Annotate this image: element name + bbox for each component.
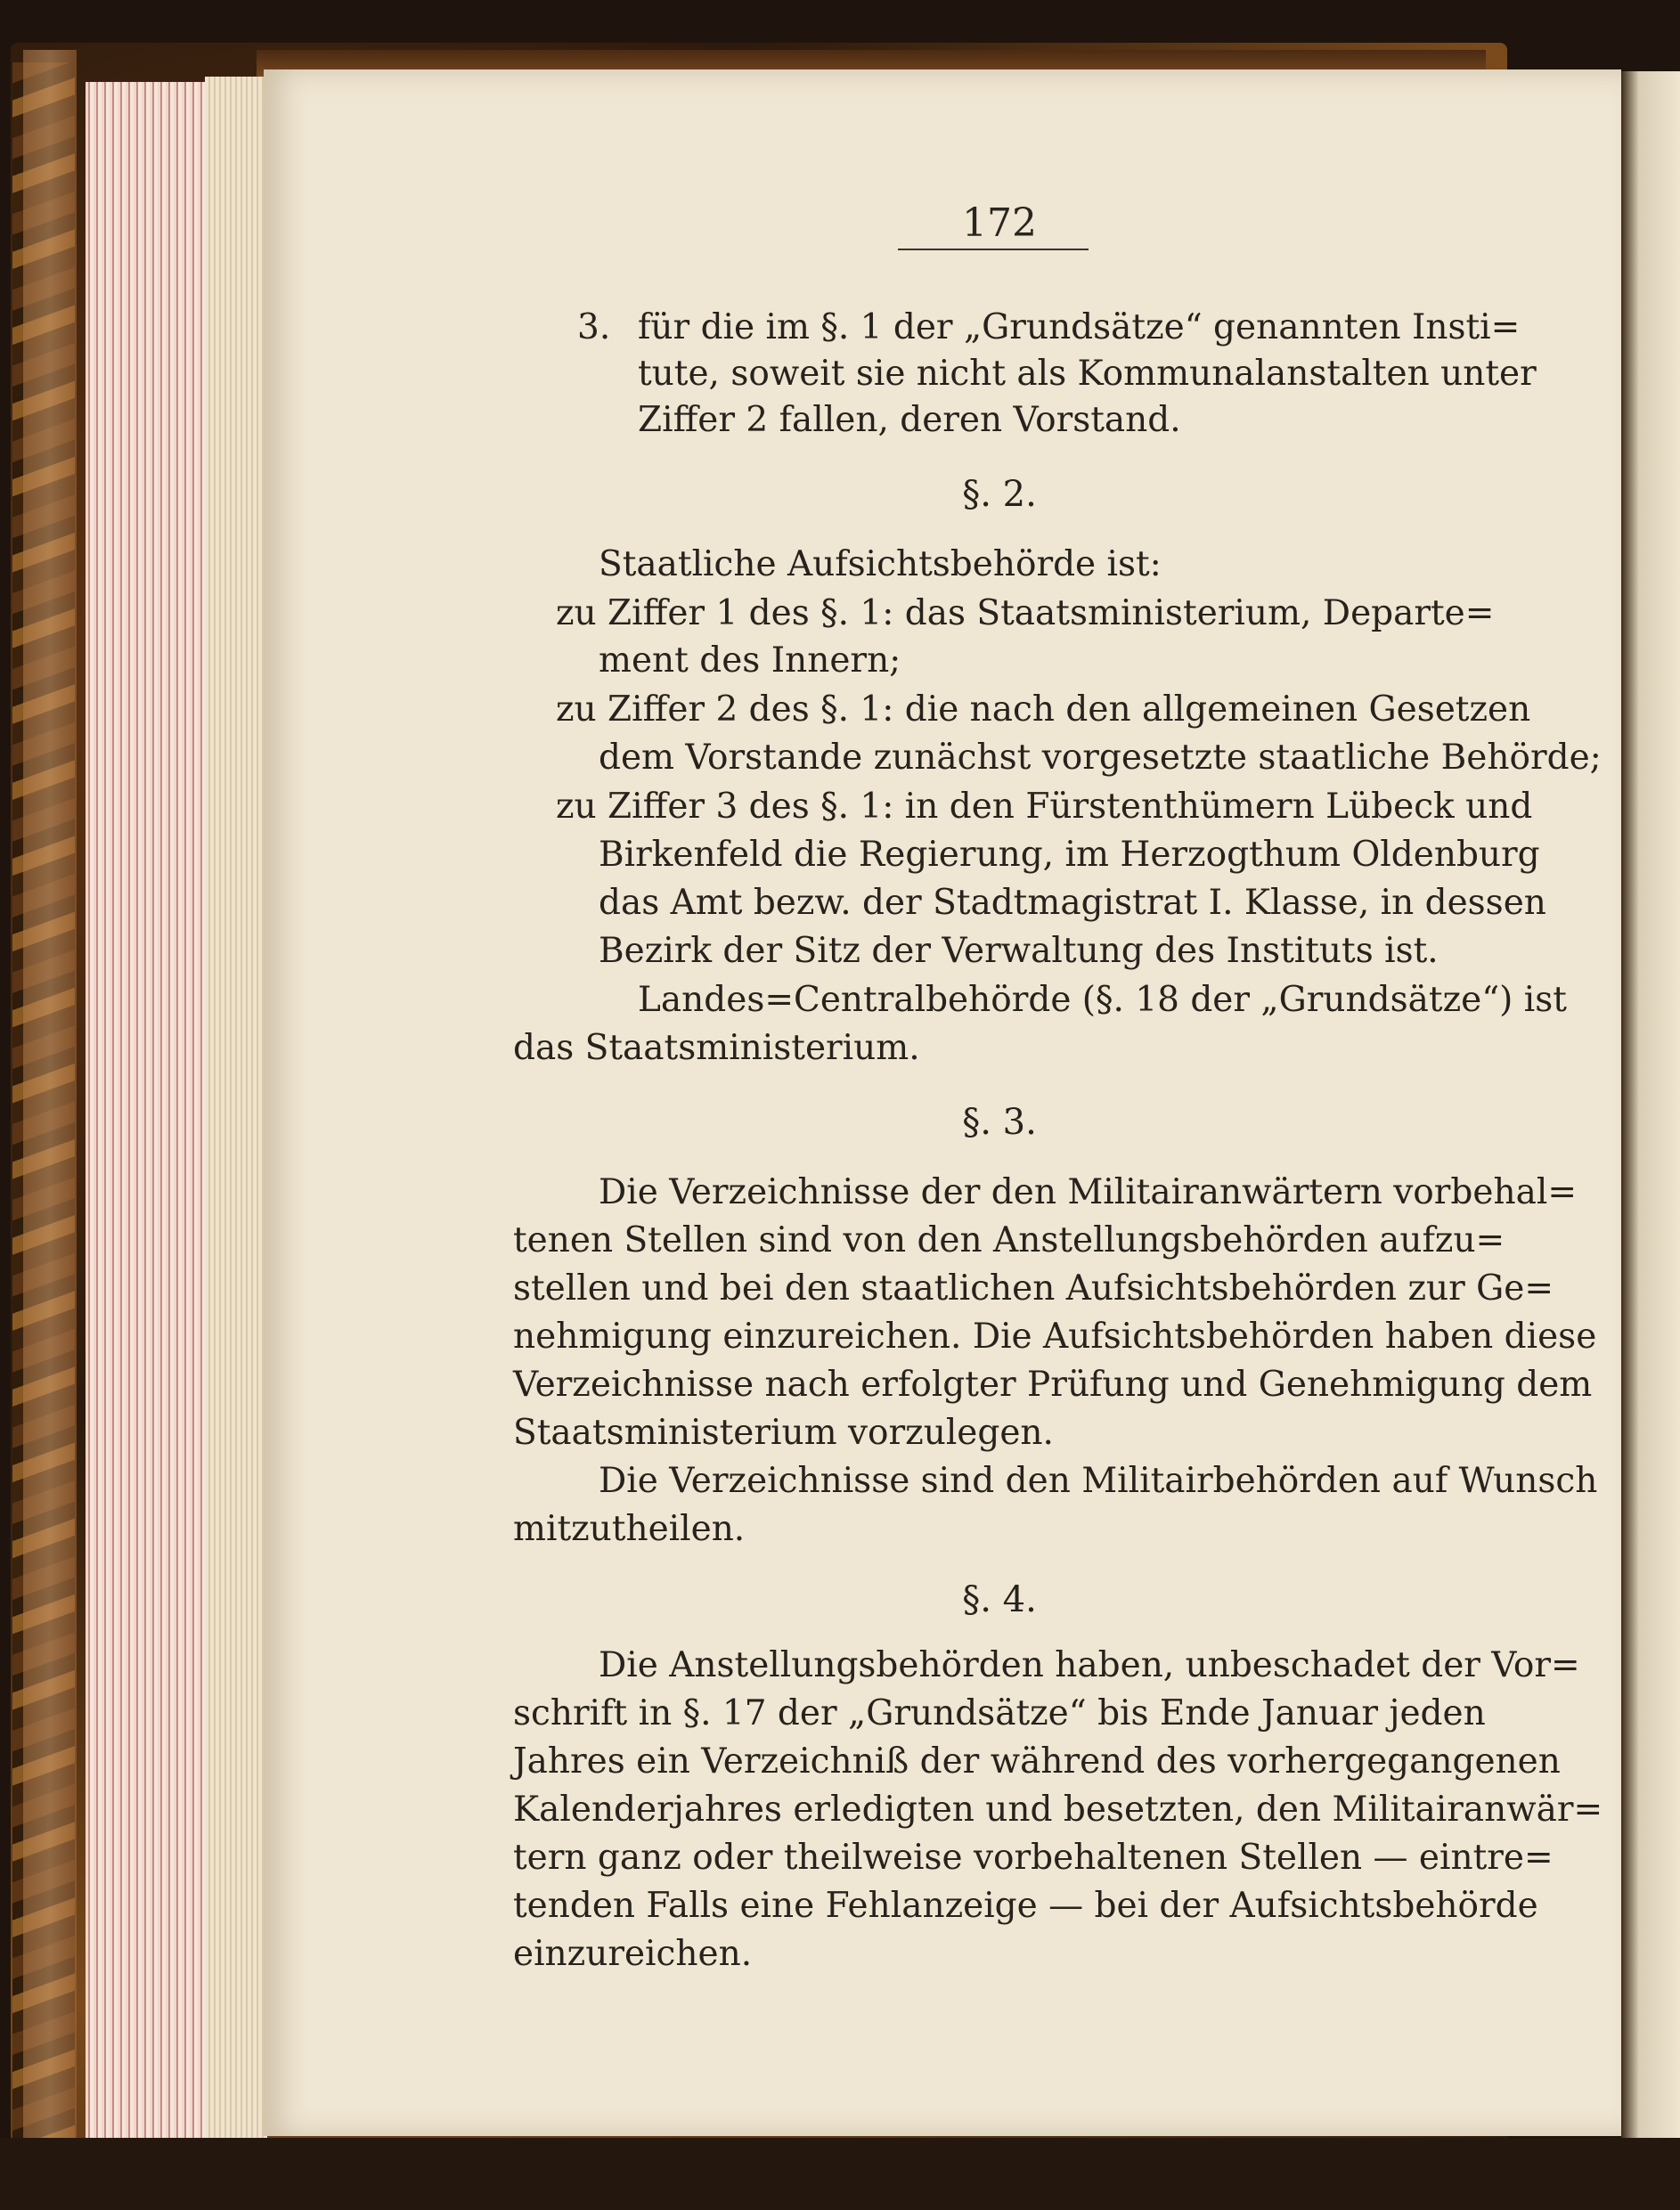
text-line: nehmigung einzureichen. Die Aufsichtsbehörden haben diese bbox=[513, 1317, 1597, 1357]
text-line: mitzutheilen. bbox=[513, 1509, 746, 1549]
gutter-shadow bbox=[1621, 71, 1680, 2138]
page-number: 172 bbox=[962, 200, 1037, 246]
text-line: zu Ziffer 2 des §. 1: die nach den allgemeinen Gesetzen bbox=[556, 689, 1531, 730]
text-line: ment des Innern; bbox=[599, 640, 901, 681]
text-line: das Amt bezw. der Stadtmagistrat I. Klasse, in dessen bbox=[599, 883, 1546, 923]
text-line: für die im §. 1 der „Grundsätze“ genannten Insti= bbox=[638, 307, 1521, 347]
text-line: Verzeichnisse nach erfolgter Prüfung und Genehmigung dem bbox=[513, 1365, 1593, 1405]
text-line: Staatsministerium vorzulegen. bbox=[513, 1413, 1054, 1453]
text-line: zu Ziffer 1 des §. 1: das Staatsministerium, Departe= bbox=[556, 593, 1495, 633]
text-line: dem Vorstande zunächst vorgesetzte staatliche Behörde; bbox=[599, 738, 1602, 778]
scan-bottom-shade bbox=[0, 2138, 1680, 2210]
text-line: das Staatsministerium. bbox=[513, 1028, 920, 1068]
text-line: stellen und bei den staatlichen Aufsichtsbehörden zur Ge= bbox=[513, 1268, 1554, 1309]
text-line: schrift in §. 17 der „Grundsätze“ bis Ende Januar jeden bbox=[513, 1693, 1486, 1733]
text-line: tern ganz oder theilweise vorbehaltenen Stellen — eintre= bbox=[513, 1838, 1554, 1878]
text-line: Bezirk der Sitz der Verwaltung des Instituts ist. bbox=[599, 931, 1439, 971]
text-line: einzureichen. bbox=[513, 1934, 753, 1974]
text-line: Staatliche Aufsichtsbehörde ist: bbox=[599, 544, 1162, 584]
text-line: tenden Falls eine Fehlanzeige — bei der Aufsichtsbehörde bbox=[513, 1886, 1538, 1926]
text-line: tute, soweit sie nicht als Kommunalanstalten unter bbox=[638, 354, 1537, 394]
text-line: Landes=Centralbehörde (§. 18 der „Grundsätze“) ist bbox=[638, 980, 1567, 1020]
text-line: Die Anstellungsbehörden haben, unbeschadet der Vor= bbox=[599, 1645, 1580, 1685]
leather-spine-strip bbox=[23, 50, 77, 2161]
item-number: 3. bbox=[577, 307, 611, 347]
section-heading: §. 3. bbox=[962, 1102, 1037, 1143]
section-heading: §. 4. bbox=[962, 1579, 1037, 1620]
text-line: Die Verzeichnisse sind den Militairbehörden auf Wunsch bbox=[599, 1461, 1598, 1501]
text-line: zu Ziffer 3 des §. 1: in den Fürstenthümern Lübeck und bbox=[556, 787, 1533, 827]
text-line: Kalenderjahres erledigten und besetzten, den Militairanwär= bbox=[513, 1790, 1603, 1830]
page-edges-cream bbox=[205, 77, 267, 2152]
text-line: Ziffer 2 fallen, deren Vorstand. bbox=[638, 400, 1181, 440]
text-line: Jahres ein Verzeichniß der während des vorhergegangenen bbox=[513, 1741, 1561, 1782]
text-line: Die Verzeichnisse der den Militairanwärtern vorbehal= bbox=[599, 1172, 1577, 1212]
text-line: Birkenfeld die Regierung, im Herzogthum Oldenburg bbox=[599, 835, 1540, 875]
page-number-rule bbox=[898, 249, 1089, 250]
section-heading: §. 2. bbox=[962, 474, 1037, 515]
text-line: tenen Stellen sind von den Anstellungsbehörden aufzu= bbox=[513, 1220, 1505, 1260]
